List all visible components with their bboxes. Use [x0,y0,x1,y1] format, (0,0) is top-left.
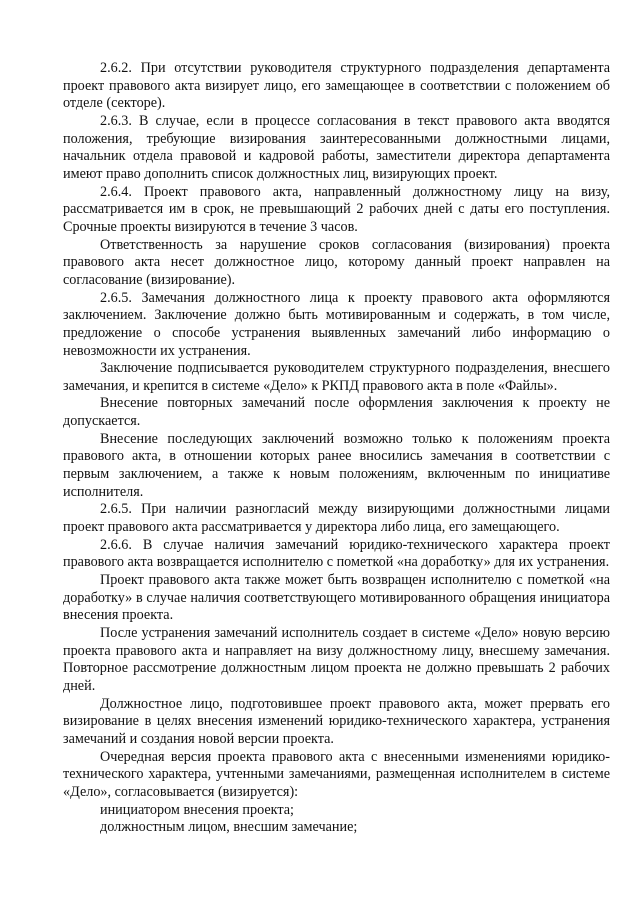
paragraph-conclusion-signing: Заключение подписывается руководителем структурного подразделения, внесшего замечания, и крепится в системе «Дело» к РКПД правового акта в поле «Файлы». [63,360,610,394]
paragraph-return-for-revision: Проект правового акта также может быть возвращен исполнителю с пометкой «на доработку» в случае наличия соответствующего мотивированного обращения инициатора внесения проекта. [63,572,610,624]
paragraph-2-6-5-disagreements: 2.6.5. При наличии разногласий между визирующими должностными лицами проект правового акта рассматривается у директора либо лица, его замещающего. [63,501,610,536]
paragraph-next-version: Очередная версия проекта правового акта с внесенными изменениями юридико-технического характера, учтенными замечаниями, размещенная исполнителем в системе «Дело», согласовывается (визируется): [63,748,610,800]
paragraph-2-6-5-remarks: 2.6.5. Замечания должностного лица к проекту правового акта оформляются заключением. Заключение должно быть мотивированным и содержать, в том числе, предложение о способе устранения выявленных замечаний либо информацию о невозможности их устранения. [63,289,610,359]
paragraph-responsibility: Ответственность за нарушение сроков согласования (визирования) проекта правового акта несет должностное лицо, которому данный проект направлен на согласование (визирование). [63,236,610,288]
paragraph-2-6-2: 2.6.2. При отсутствии руководителя структурного подразделения департамента проект правового акта визирует лицо, его замещающее в соответствии с положением об отделе (секторе). [63,60,610,112]
list-item-official: должностным лицом, внесшим замечание; [100,819,358,836]
paragraph-new-version: После устранения замечаний исполнитель создает в системе «Дело» новую версию проекта правового акта и направляет на визу должностному лицу, внесшему замечания. Повторное рассмотрение должностным лицом проекта не должно превышать 2 рабочих дней. [63,625,610,694]
document-body [63,60,610,837]
list-item-initiator: инициатором внесения проекта; [100,801,294,818]
paragraph-2-6-4: 2.6.4. Проект правового акта, направленный должностному лицу на визу, рассматривается им в срок, не превышающий 2 рабочих дней с даты его поступления. Срочные проекты визируются в течение 3 часов. [63,183,610,235]
paragraph-2-6-6: 2.6.6. В случае наличия замечаний юридико-технического характера проект правового акта возвращается исполнителю с пометкой «на доработку» для их устранения. [63,536,610,571]
paragraph-repeated-remarks: Внесение повторных замечаний после оформления заключения к проекту не допускается. [63,395,610,430]
paragraph-2-6-3: 2.6.3. В случае, если в процессе согласования в текст правового акта вводятся положения, требующие визирования заинтересованными должностными лицами, начальник отдела правовой и кадровой работы, заместители директора департамента имеют право дополнить список должностных лиц, визирующих проект. [63,112,610,182]
paragraph-interrupt-visa: Должностное лицо, подготовившее проект правового акта, может прервать его визирование в целях внесения изменений юридико-технического характера, устранения замечаний и создания новой версии проекта. [63,695,610,747]
paragraph-subsequent-conclusions: Внесение последующих заключений возможно только к положениям проекта правового акта, в отношении которых ранее вносились замечания в соответствии с первым заключением, а также к новым положениям, включенным по инициативе исполнителя. [63,430,610,500]
